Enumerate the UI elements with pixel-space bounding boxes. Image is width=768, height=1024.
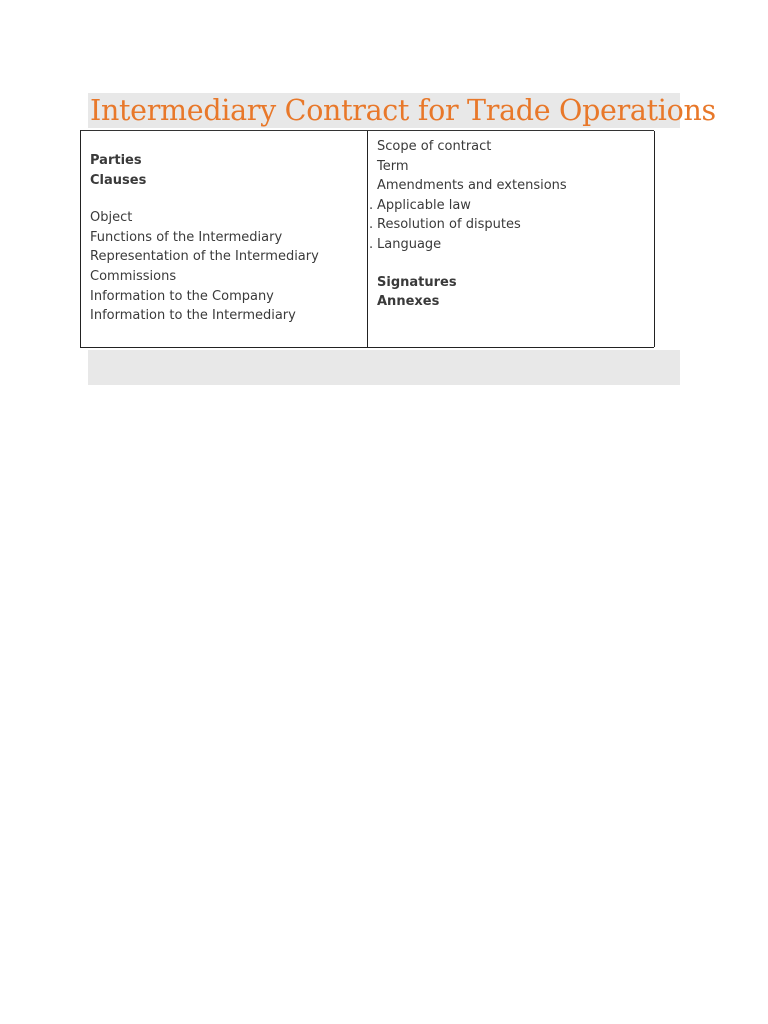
toc-spacer — [90, 190, 319, 208]
toc-entry: . Applicable law — [377, 196, 567, 216]
toc-entry: Annexes — [377, 294, 440, 310]
toc-entry: Term — [377, 158, 409, 174]
toc-right-column — [368, 131, 655, 347]
toc-entry: Parties — [90, 153, 142, 168]
toc-right-list — [377, 137, 567, 312]
toc-entry: Amendments and extensions — [377, 178, 567, 194]
toc-entry: Representation of the Intermediary — [90, 249, 319, 265]
toc-spacer — [377, 255, 567, 273]
toc-entry: Signatures — [377, 274, 457, 290]
toc-entry: Functions of the Intermediary — [90, 229, 283, 245]
footer-band — [88, 350, 680, 385]
toc-entry: Scope of contract — [377, 139, 492, 154]
toc-left-column — [81, 131, 368, 347]
toc-left-list — [90, 151, 319, 326]
toc-entry: . Language — [377, 235, 567, 255]
table-of-contents — [80, 130, 654, 348]
toc-entry: Information to the Company — [90, 288, 274, 304]
toc-entry: Clauses — [90, 172, 147, 188]
document-title: Intermediary Contract for Trade Operations — [90, 94, 716, 127]
toc-entry: Object — [90, 210, 133, 226]
toc-entry: . Resolution of disputes — [377, 215, 567, 235]
toc-entry: Information to the Intermediary — [90, 308, 296, 324]
toc-entry: Commissions — [90, 268, 177, 284]
